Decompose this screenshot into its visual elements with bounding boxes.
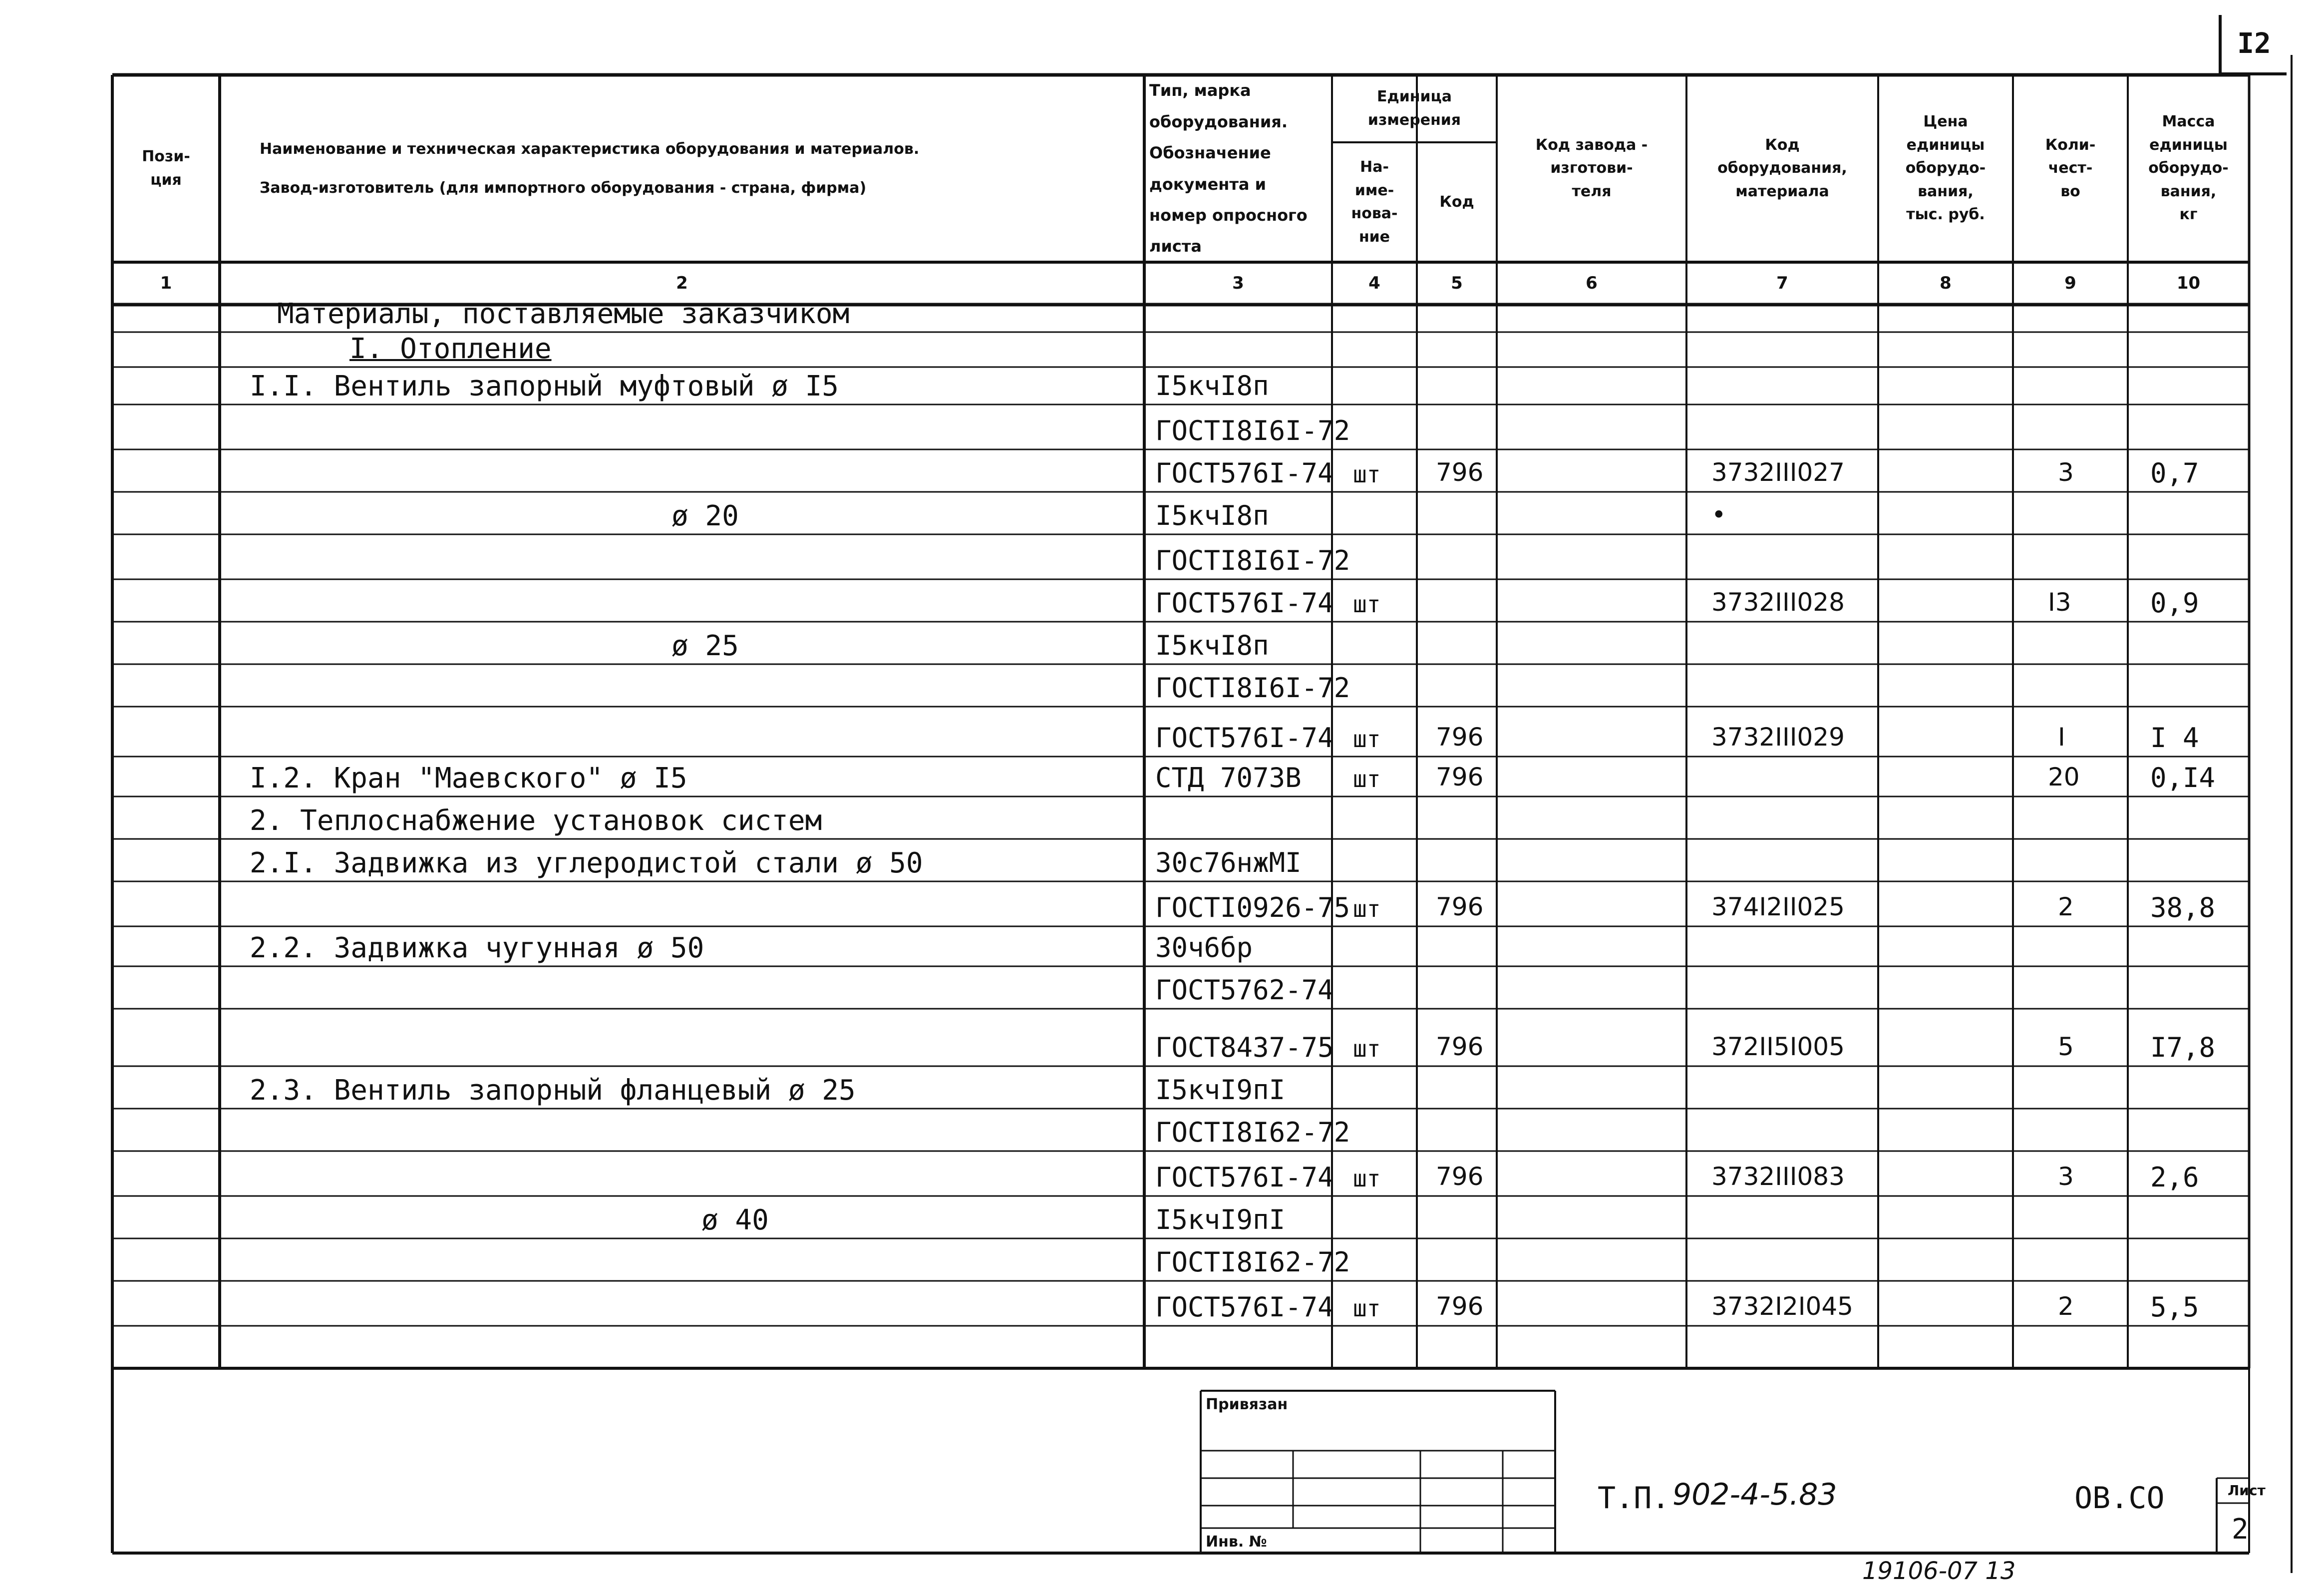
item-name: ø 20	[671, 500, 739, 532]
item-type: I5кчI8п	[1155, 630, 1269, 661]
page-number: I2	[2219, 15, 2287, 75]
item-unit: шт	[1353, 461, 1381, 488]
item-unit: шт	[1353, 591, 1381, 618]
item-equipment-code: 3732III029	[1711, 723, 1845, 752]
item-unit-code: 796	[1436, 763, 1484, 792]
item-unit: шт	[1353, 1295, 1381, 1322]
item-equipment-code: 374I2II025	[1711, 892, 1845, 921]
item-equipment-code: 372II5I005	[1711, 1032, 1845, 1061]
item-equipment-code: 3732III083	[1711, 1162, 1845, 1191]
header-equip-code: Код оборудования, материала	[1717, 136, 1847, 200]
item-type: I5кчI8п	[1155, 370, 1269, 401]
item-mass: I 4	[2150, 722, 2199, 754]
item-unit-code: 796	[1436, 723, 1484, 752]
item-type: ГОСТI8I6I-72	[1155, 672, 1350, 704]
header-unit-name: На- име- нова- ние	[1351, 158, 1398, 246]
doc-number-prefix: Т.П.	[1598, 1481, 1670, 1516]
item-unit-code: 796	[1436, 1162, 1484, 1191]
item-mass: 5,5	[2150, 1291, 2199, 1323]
sheet-number: 2	[2232, 1513, 2249, 1546]
item-quantity: 2	[2058, 892, 2074, 921]
item-name: 2.3. Вентиль запорный фланцевый ø 25	[250, 1074, 856, 1107]
item-type: I5кчI9пI	[1155, 1204, 1286, 1235]
item-unit: шт	[1353, 766, 1381, 792]
column-number: 3	[1232, 273, 1244, 293]
item-type: ГОСТI8I6I-72	[1155, 545, 1350, 576]
item-type: ГОСТI8I62-72	[1155, 1117, 1350, 1148]
archive-number: 19106-07 13	[1862, 1557, 2016, 1585]
item-name: ø 25	[671, 630, 739, 662]
item-unit: шт	[1353, 1035, 1381, 1062]
item-unit: шт	[1353, 726, 1381, 753]
item-quantity: 20	[2048, 763, 2080, 792]
item-type: ГОСТ576I-74	[1155, 1291, 1334, 1323]
item-name: 2. Теплоснабжение установок систем	[250, 804, 822, 837]
header-type: Тип, марка оборудования. Обозначение документа и номер опросного листа	[1149, 81, 1308, 256]
item-name: I.I. Вентиль запорный муфтовый ø I5	[250, 370, 839, 402]
item-unit: шт	[1353, 895, 1381, 922]
item-type: I5кчI8п	[1155, 500, 1269, 531]
item-quantity: 3	[2058, 458, 2074, 487]
item-name: I.2. Кран "Маевского" ø I5	[250, 762, 687, 794]
item-type: СТД 7073В	[1155, 762, 1302, 793]
header-qty: Коли- чест- во	[2045, 136, 2096, 200]
bound-label: Привязан	[1206, 1396, 1288, 1413]
item-quantity: I	[2058, 723, 2065, 752]
item-type: ГОСТ576I-74	[1155, 457, 1334, 489]
item-unit-code: 796	[1436, 1292, 1484, 1321]
item-name: ø 40	[701, 1204, 769, 1236]
column-number: 4	[1368, 273, 1380, 293]
item-type: I5кчI9пI	[1155, 1074, 1286, 1106]
item-quantity: 2	[2058, 1292, 2074, 1321]
item-quantity: 3	[2058, 1162, 2074, 1191]
item-mass: I7,8	[2150, 1032, 2216, 1063]
column-number: 6	[1586, 273, 1598, 293]
item-name: Материалы, поставляемые заказчиком	[277, 298, 850, 330]
column-number: 1	[160, 273, 172, 293]
doc-number: 902-4-5.83	[1672, 1477, 1837, 1512]
item-name: 2.I. Задвижка из углеродистой стали ø 50	[250, 847, 923, 879]
item-mass: 0,9	[2150, 587, 2199, 619]
inventory-label: Инв. №	[1206, 1533, 1267, 1551]
item-type: 30ч6бр	[1155, 932, 1253, 963]
column-number: 7	[1776, 273, 1788, 293]
header-mass: Масса единицы оборудо- вания, кг	[2148, 113, 2229, 224]
item-type: 30с76нжМI	[1155, 847, 1302, 878]
item-equipment-code: 3732III028	[1711, 588, 1845, 617]
item-type: ГОСТI8I62-72	[1155, 1246, 1350, 1278]
header-unit-code: Код	[1439, 193, 1474, 211]
item-equipment-code: •	[1711, 500, 1726, 529]
header-unit: Единица измерения	[1367, 88, 1461, 129]
item-type: ГОСТ5762-74	[1155, 974, 1334, 1006]
item-mass: 38,8	[2150, 892, 2216, 923]
header-maker-code: Код завода - изготови- теля	[1535, 136, 1648, 200]
sheet-label: Лист	[2228, 1482, 2266, 1499]
section-code: ОВ.СО	[2074, 1481, 2165, 1516]
item-type: ГОСТ576I-74	[1155, 1162, 1334, 1193]
item-mass: 0,I4	[2150, 762, 2216, 793]
item-type: ГОСТI8I6I-72	[1155, 415, 1350, 446]
item-unit: шт	[1353, 1165, 1381, 1192]
item-name: I. Отопление	[349, 333, 552, 365]
column-number: 8	[1940, 273, 1952, 293]
item-name: 2.2. Задвижка чугунная ø 50	[250, 932, 704, 964]
item-unit-code: 796	[1436, 892, 1484, 921]
item-mass: 0,7	[2150, 457, 2199, 489]
item-equipment-code: 3732I2I045	[1711, 1292, 1853, 1321]
item-mass: 2,6	[2150, 1162, 2199, 1193]
column-number: 10	[2176, 273, 2201, 293]
column-number: 9	[2064, 273, 2076, 293]
item-type: ГОСТ576I-74	[1155, 587, 1334, 619]
item-type: ГОСТ8437-75	[1155, 1032, 1334, 1063]
item-type: ГОСТ576I-74	[1155, 722, 1334, 754]
header-price: Цена единицы оборудо- вания, тыс. руб.	[1905, 113, 1986, 224]
item-unit-code: 796	[1436, 1032, 1484, 1061]
item-quantity: I3	[2048, 588, 2071, 617]
header-name: Наименование и техническая характеристика оборудования и материалов. Завод-изготовитель (для импортного оборудования - страна, фирма)	[260, 140, 920, 197]
item-unit-code: 796	[1436, 458, 1484, 487]
item-type: ГОСТI0926-75	[1155, 892, 1350, 923]
header-position: Пози- ция	[142, 148, 190, 189]
column-number: 5	[1451, 273, 1463, 293]
item-equipment-code: 3732III027	[1711, 458, 1845, 487]
item-quantity: 5	[2058, 1032, 2074, 1061]
column-number: 2	[676, 273, 688, 293]
